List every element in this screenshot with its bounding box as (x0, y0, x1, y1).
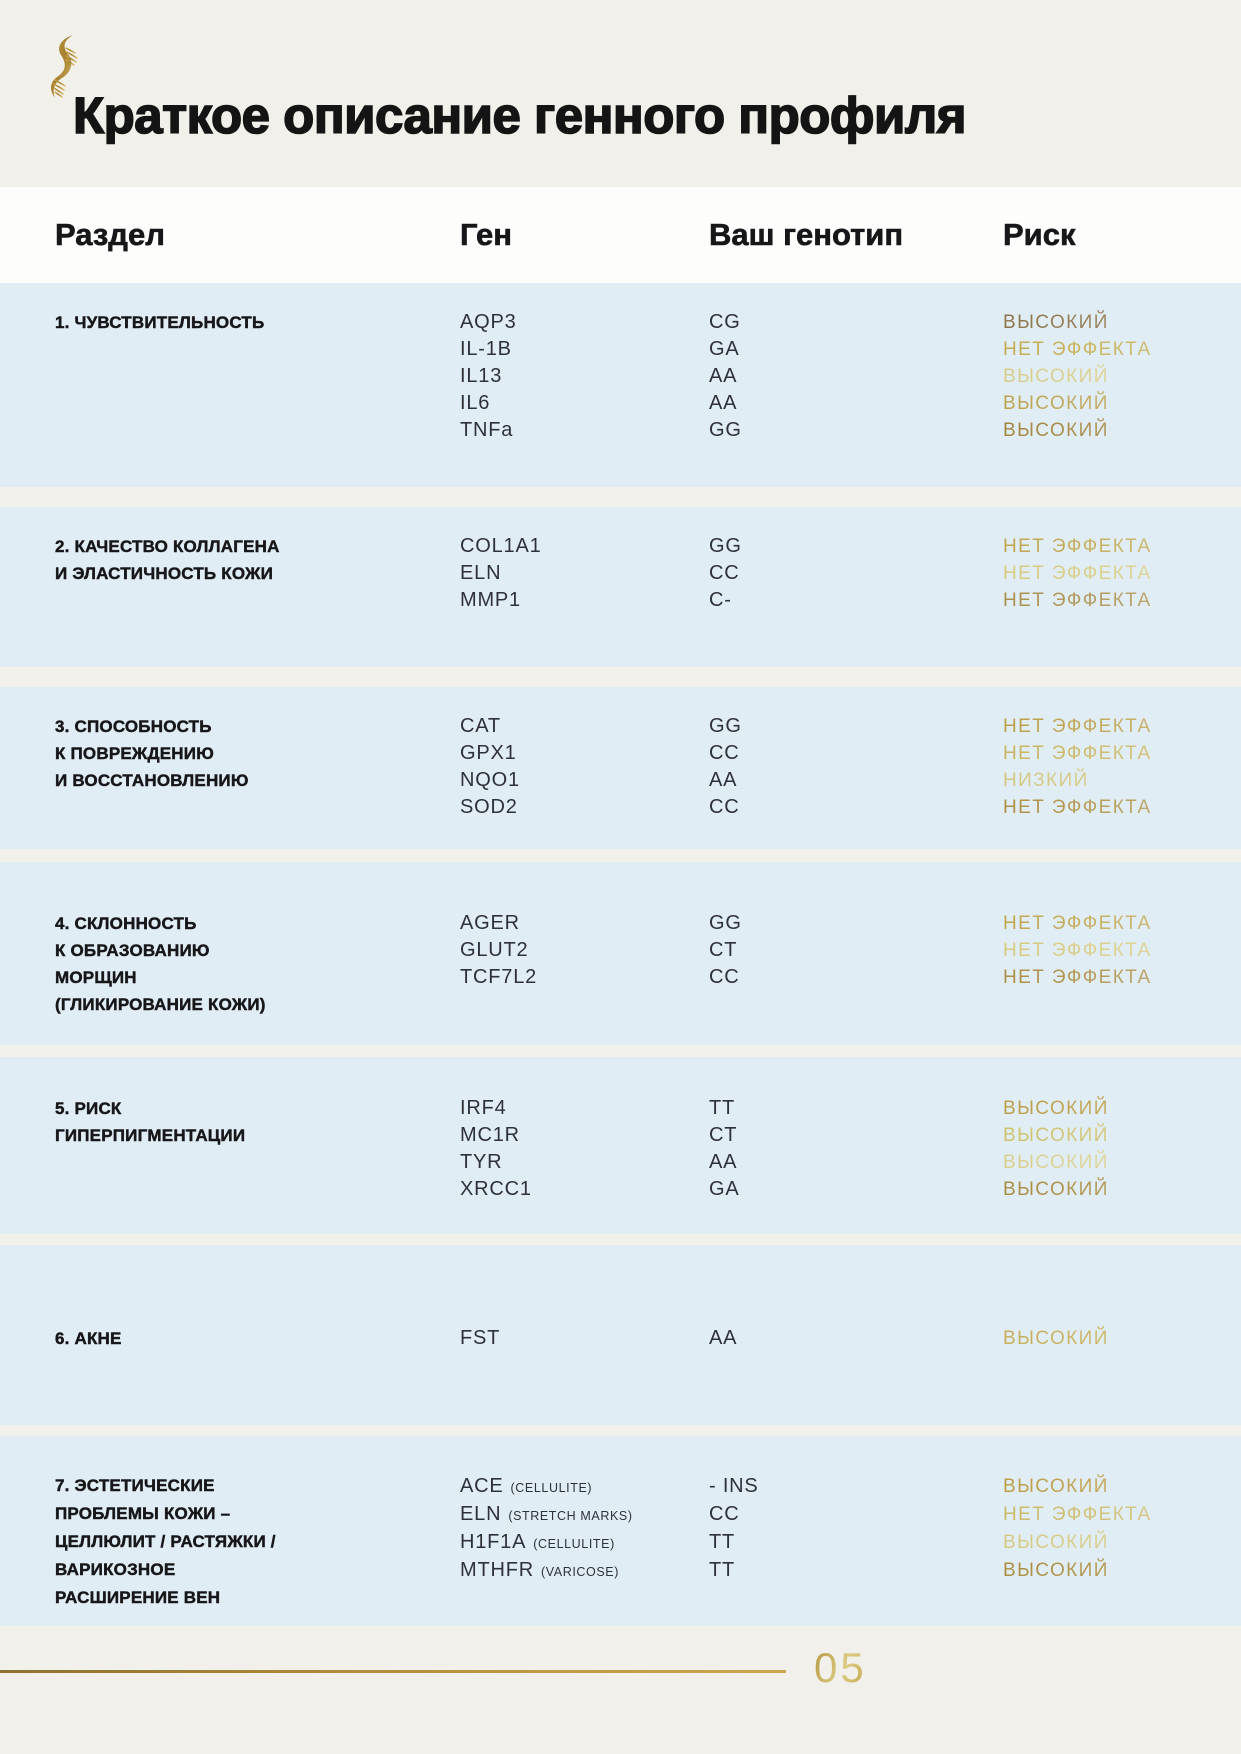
column-header-gene: Ген (460, 217, 512, 252)
section-block-sensitivity (0, 283, 1241, 487)
gene-name: SOD2 (460, 796, 518, 818)
genotype-value: CC (709, 796, 740, 818)
gene-name: H1F1A (460, 1531, 527, 1553)
genotype-value: GG (709, 419, 742, 441)
page-footer (0, 1640, 1241, 1754)
risk-badge: ВЫСОКИЙ (1003, 390, 1241, 417)
risk-badge: НЕТ ЭФФЕКТА (1003, 740, 1241, 767)
footer-divider (0, 1670, 786, 1673)
genotype-value: CG (709, 311, 741, 333)
table-row (460, 1500, 1241, 1528)
gene-name: AQP3 (460, 311, 517, 333)
risk-badge: ВЫСОКИЙ (1003, 1325, 1241, 1352)
gene-note: (STRETCH MARKS) (508, 1509, 633, 1523)
genotype-value: GG (709, 912, 742, 934)
gene-note: (CELLULITE) (510, 1481, 593, 1495)
genotype-value: CC (709, 1503, 740, 1525)
section-block-damage-repair (0, 687, 1241, 849)
gene-note: (VARICOSE) (540, 1565, 619, 1579)
table-row (460, 390, 1241, 417)
genotype-value: AA (709, 365, 738, 387)
gene-name: MMP1 (460, 589, 521, 611)
genotype-value: C- (709, 589, 732, 611)
gene-note: (CELLULITE) (533, 1537, 615, 1551)
table-row (460, 1149, 1241, 1176)
section-label: 6. АКНЕ (55, 1329, 122, 1348)
genotype-value: AA (709, 1151, 738, 1173)
gene-name: MC1R (460, 1124, 520, 1146)
genotype-value: CC (709, 966, 740, 988)
table-header-row (0, 187, 1241, 283)
section-block-collagen (0, 507, 1241, 667)
gene-name: MTHFR (460, 1559, 534, 1581)
risk-badge: НЕТ ЭФФЕКТА (1003, 336, 1241, 363)
table-row (460, 1122, 1241, 1149)
section-block-wrinkles (0, 862, 1241, 1045)
genotype-value: GA (709, 1178, 740, 1200)
genotype-value: CT (709, 939, 738, 961)
genotype-value: - INS (709, 1475, 759, 1497)
table-row (460, 309, 1241, 336)
risk-badge: НЕТ ЭФФЕКТА (1003, 713, 1241, 740)
gene-name: AGER (460, 912, 520, 934)
gene-name: COL1A1 (460, 535, 542, 557)
genotype-value: CT (709, 1124, 738, 1146)
table-row (460, 363, 1241, 390)
gene-name: ELN (460, 1503, 502, 1525)
table-row (460, 713, 1241, 740)
genotype-value: TT (709, 1097, 736, 1119)
table-row (460, 910, 1241, 937)
risk-badge: ВЫСОКИЙ (1003, 363, 1241, 390)
risk-badge: ВЫСОКИЙ (1003, 309, 1241, 336)
section-label: 4. СКЛОННОСТЬ К ОБРАЗОВАНИЮ МОРЩИН (ГЛИКИРОВАНИЕ КОЖИ) (55, 914, 266, 1014)
genotype-value: GG (709, 715, 742, 737)
risk-badge: НИЗКИЙ (1003, 767, 1241, 794)
page-title: Краткое описание генного профиля (73, 87, 967, 144)
risk-badge: НЕТ ЭФФЕКТА (1003, 533, 1241, 560)
risk-badge: НЕТ ЭФФЕКТА (1003, 587, 1241, 614)
section-block-hyperpigmentation (0, 1057, 1241, 1234)
table-row (460, 1325, 1241, 1352)
table-row (460, 767, 1241, 794)
risk-badge: ВЫСОКИЙ (1003, 417, 1241, 444)
gene-name: IRF4 (460, 1097, 507, 1119)
risk-badge: ВЫСОКИЙ (1003, 1122, 1241, 1149)
table-row (460, 533, 1241, 560)
genotype-value: AA (709, 769, 738, 791)
table-row (460, 964, 1241, 991)
genotype-value: AA (709, 1327, 738, 1349)
sections-table (0, 283, 1241, 1626)
gene-name: GLUT2 (460, 939, 529, 961)
risk-badge: ВЫСОКИЙ (1003, 1149, 1241, 1176)
risk-badge: НЕТ ЭФФЕКТА (1003, 964, 1241, 991)
gene-name: IL-1B (460, 338, 512, 360)
genotype-value: GG (709, 535, 742, 557)
risk-badge: НЕТ ЭФФЕКТА (1003, 794, 1241, 821)
genotype-value: CC (709, 562, 740, 584)
gene-name: ELN (460, 562, 502, 584)
page-number: 05 (814, 1644, 867, 1691)
risk-badge: НЕТ ЭФФЕКТА (1003, 937, 1241, 964)
column-header-section: Раздел (55, 217, 165, 252)
section-label: 7. ЭСТЕТИЧЕСКИЕ ПРОБЛЕМЫ КОЖИ – ЦЕЛЛЮЛИТ / РАСТЯЖКИ / ВАРИКОЗНОЕ РАСШИРЕНИЕ ВЕН (55, 1476, 276, 1607)
table-row (460, 740, 1241, 767)
column-header-genotype: Ваш генотип (709, 217, 904, 252)
genotype-value: AA (709, 392, 738, 414)
genotype-value: GA (709, 338, 740, 360)
gene-name: TYR (460, 1151, 503, 1173)
section-label: 5. РИСК ГИПЕРПИГМЕНТАЦИИ (55, 1099, 246, 1145)
table-row (460, 1528, 1241, 1556)
table-row (460, 417, 1241, 444)
section-label: 3. СПОСОБНОСТЬ К ПОВРЕЖДЕНИЮ И ВОССТАНОВЛЕНИЮ (55, 717, 249, 790)
section-label: 2. КАЧЕСТВО КОЛЛАГЕНА И ЭЛАСТИЧНОСТЬ КОЖИ (55, 537, 280, 583)
genotype-value: TT (709, 1559, 736, 1581)
table-row (460, 1472, 1241, 1500)
gene-name: ACE (460, 1475, 504, 1497)
genotype-value: CC (709, 742, 740, 764)
column-header-risk: Риск (1003, 217, 1076, 252)
gene-name: NQO1 (460, 769, 520, 791)
gene-name: IL6 (460, 392, 491, 414)
section-block-aesthetic-problems (0, 1436, 1241, 1626)
risk-badge: НЕТ ЭФФЕКТА (1003, 560, 1241, 587)
gene-name: GPX1 (460, 742, 517, 764)
risk-badge: ВЫСОКИЙ (1003, 1557, 1241, 1585)
table-row (460, 937, 1241, 964)
risk-badge: ВЫСОКИЙ (1003, 1529, 1241, 1557)
genotype-value: TT (709, 1531, 736, 1553)
table-row (460, 560, 1241, 587)
table-row (460, 1176, 1241, 1203)
section-block-acne (0, 1245, 1241, 1425)
table-row (460, 1095, 1241, 1122)
risk-badge: ВЫСОКИЙ (1003, 1473, 1241, 1501)
table-row (460, 1556, 1241, 1584)
table-row (460, 336, 1241, 363)
risk-badge: ВЫСОКИЙ (1003, 1176, 1241, 1203)
gene-name: XRCC1 (460, 1178, 532, 1200)
gene-name: CAT (460, 715, 501, 737)
risk-badge: НЕТ ЭФФЕКТА (1003, 1501, 1241, 1529)
section-label: 1. ЧУВСТВИТЕЛЬНОСТЬ (55, 313, 265, 332)
page-header (0, 0, 1241, 187)
table-row (460, 794, 1241, 821)
table-row (460, 587, 1241, 614)
risk-badge: ВЫСОКИЙ (1003, 1095, 1241, 1122)
gene-name: TCF7L2 (460, 966, 538, 988)
gene-name: TNFa (460, 419, 514, 441)
risk-badge: НЕТ ЭФФЕКТА (1003, 910, 1241, 937)
gene-name: IL13 (460, 365, 503, 387)
gene-name: FST (460, 1327, 501, 1349)
